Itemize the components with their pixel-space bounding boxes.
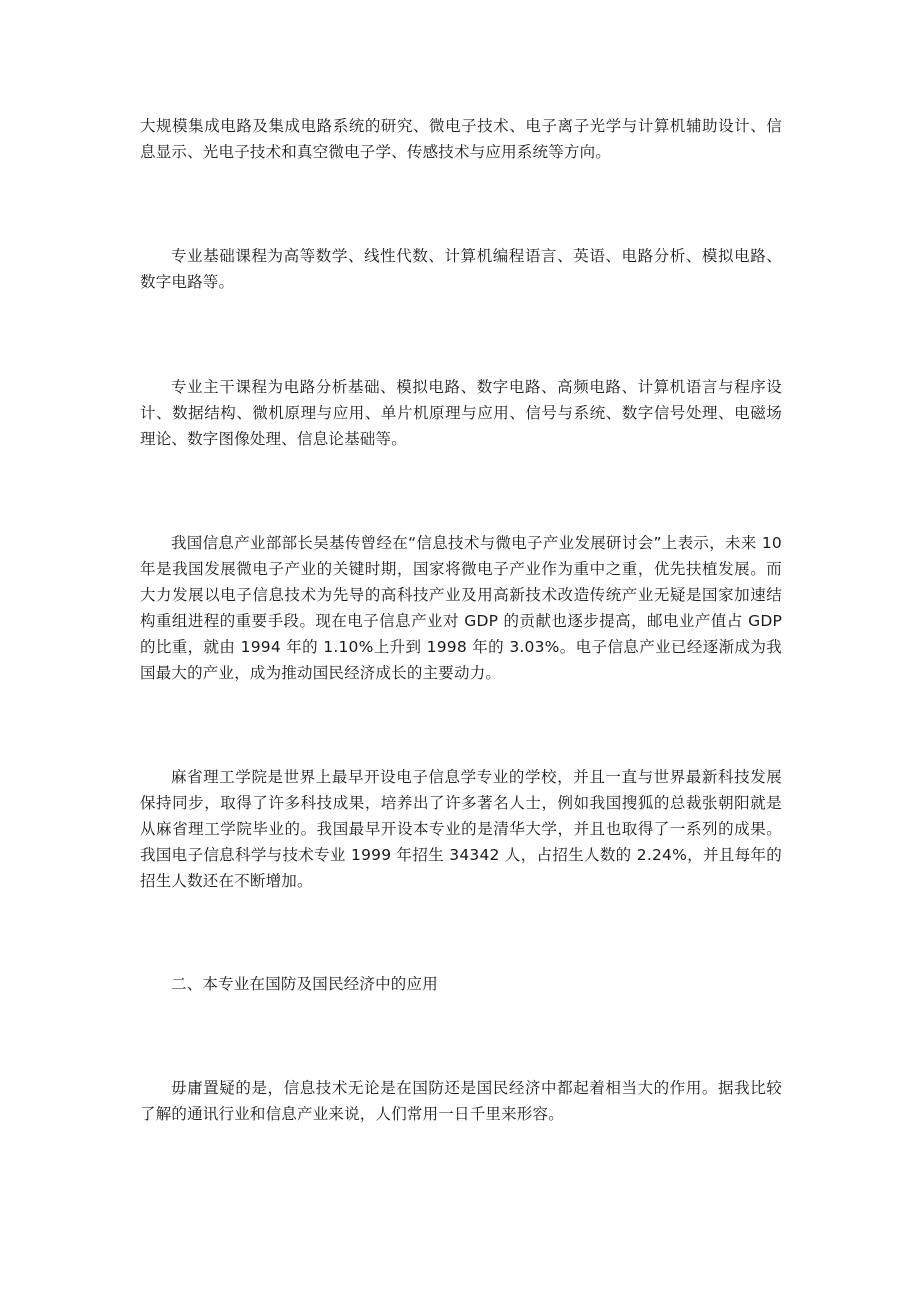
paragraph-applications: 毋庸置疑的是，信息技术无论是在国防还是国民经济中都起着相当大的作用。据我比较了解的通讯行业和信息产业来说，人们常用一日千里来形容。	[140, 1079, 782, 1123]
paragraph-core-courses: 专业主干课程为电路分析基础、模拟电路、数字电路、高频电路、计算机语言与程序设计、数据结构、微机原理与应用、单片机原理与应用、信号与系统、数字信号处理、电磁场理论、数字图像处理、信息论基础等。	[140, 378, 782, 448]
paragraph-research-directions: 大规模集成电路及集成电路系统的研究、微电子技术、电子离子光学与计算机辅助设计、信息显示、光电子技术和真空微电子学、传感技术与应用系统等方向。	[140, 117, 782, 161]
paragraph-mit-tsinghua: 麻省理工学院是世界上最早开设电子信息学专业的学校，并且一直与世界最新科技发展保持同步，取得了许多科技成果，培养出了许多著名人士，例如我国搜狐的总裁张朝阳就是从麻省理工学院毕业的。我国最早开设本专业的是清华大学，并且也取得了一系列的成果。我国电子信息科学与技术专业 1999 年招生 34342 人，占招生人数的 2.24%，并且每年的招生人数还在不断增加。	[140, 768, 782, 890]
section-heading-applications: 二、本专业在国防及国民经济中的应用	[171, 975, 438, 993]
paragraph-basic-courses: 专业基础课程为高等数学、线性代数、计算机编程语言、英语、电路分析、模拟电路、数字电路等。	[140, 247, 782, 291]
paragraph-industry-development: 我国信息产业部部长吴基传曾经在“信息技术与微电子产业发展研讨会”上表示，未来 10 年是我国发展微电子产业的关键时期，国家将微电子产业作为重中之重，优先扶植发展。而大力发展以电子信息技术为先导的高科技产业及用高新技术改造传统产业无疑是国家加速结构重组进程的重要手段。现在电子信息产业对 GDP 的贡献也逐步提高，邮电业产值占 GDP 的比重，就由 1994 年的 1.10%上升到 1998 年的 3.03%。电子信息产业已经逐渐成为我国最大的产业，成为推动国民经济成长的主要动力。	[140, 534, 782, 682]
